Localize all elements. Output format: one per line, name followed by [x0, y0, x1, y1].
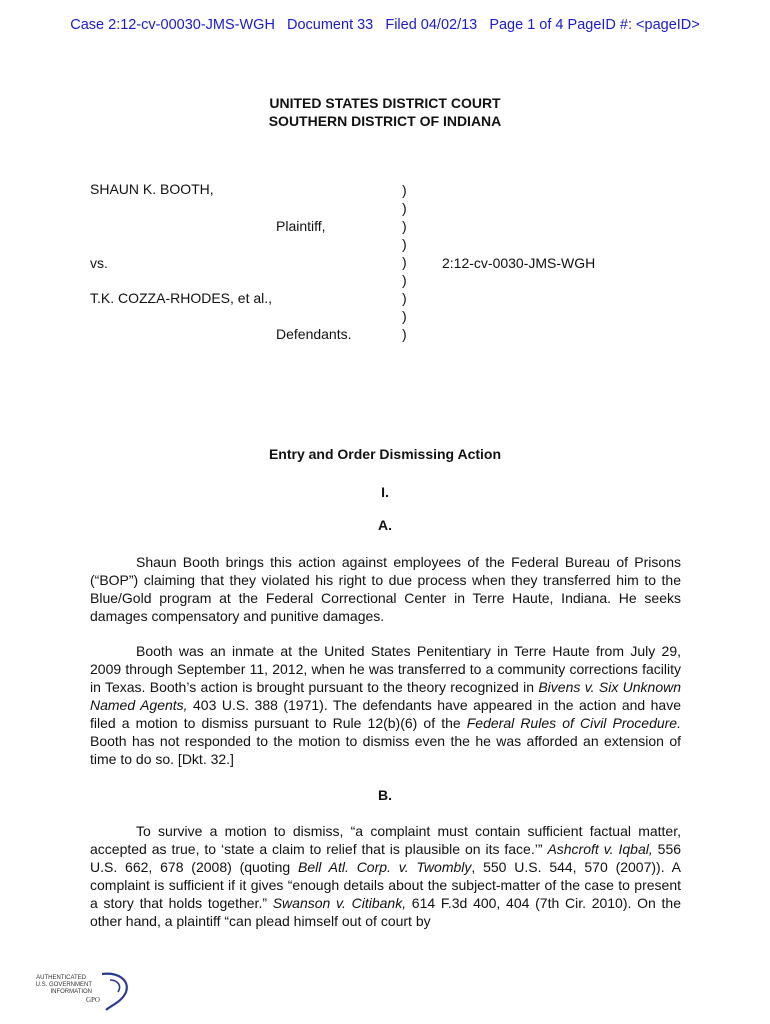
section-heading-i: I. — [381, 484, 389, 500]
court-name — [0, 94, 770, 130]
defendant-label: Defendants. — [276, 326, 352, 342]
section-heading-a: A. — [378, 517, 392, 533]
case-caption — [90, 181, 690, 346]
paragraph-1: Shaun Booth brings this action against employees of the Federal Bureau of Prisons (“BOP”) claiming that they violated his right to due process when they transferred him to the Blue/Gold program at the Federal Correctional Center in Terre Haute, Indiana. He seeks damages compensatory and punitive damages. — [90, 554, 681, 624]
gpo-authenticated-logo — [35, 970, 134, 1012]
court-line-2: SOUTHERN DISTRICT OF INDIANA — [268, 113, 502, 129]
defendant-name: T.K. COZZA-RHODES, et al., — [90, 290, 273, 306]
section-heading-b: B. — [378, 787, 392, 803]
plaintiff-label: Plaintiff, — [276, 218, 326, 234]
gpo-eagle-swoosh — [102, 974, 127, 1010]
paragraph-3: To survive a motion to dismiss, “a complaint must contain sufficient factual matter, accepted as true, to ‘state a claim to relief that is plausible on its face.’” Ashcroft v. Iqbal, 556 U.S. 662, 678 (2008) (quoting Bell Atl. Corp. v. Twombly, 550 U.S. 544, 570 (2007)). A complaint is sufficient if it gives “enough details about the subject-matter of the case to present a story that holds together.” Swanson v. Citibank, 614 F.3d 400, 404 (7th Cir. 2010). On the other hand, a plaintiff “can plead himself out of court by — [90, 823, 682, 929]
logo-line-1: AUTHENTICATED — [36, 975, 86, 981]
paragraph-2: Booth was an inmate at the United States Penitentiary in Terre Haute from July 29, 2009 through September 11, 2012, when he was transferred to a community corrections facility in Texas. Booth’s action is brought pursuant to the theory recognized in Bivens v. Six Unknown Named Agents, 403 U.S. 388 (1971). The defendants have appeared in the action and have filed a motion to dismiss pursuant to Rule 12(b)(6) of the Federal Rules of Civil Procedure. Booth has not responded to the motion to dismiss even the he was afforded an extension of time to do so. [Dkt. 32.] — [90, 643, 682, 767]
document-title: Entry and Order Dismissing Action — [268, 446, 502, 462]
caption-parentheses: ) ) ) ) ) ) ) ) ) — [402, 182, 407, 342]
logo-line-4: GPO — [85, 996, 100, 1004]
case-header-stamp: Case 2:12-cv-00030-JMS-WGH Document 33 Filed 04/02/13 Page 1 of 4 PageID #: <pageID> — [70, 17, 700, 33]
case-number: 2:12-cv-0030-JMS-WGH — [442, 255, 596, 271]
court-line-1: UNITED STATES DISTRICT COURT — [269, 95, 501, 111]
logo-line-3: INFORMATION — [50, 989, 92, 995]
gpo-eagle-detail — [110, 980, 120, 992]
plaintiff-name: SHAUN K. BOOTH, — [90, 181, 214, 197]
versus-label: vs. — [90, 255, 108, 271]
logo-line-2: U.S. GOVERNMENT — [35, 982, 92, 988]
